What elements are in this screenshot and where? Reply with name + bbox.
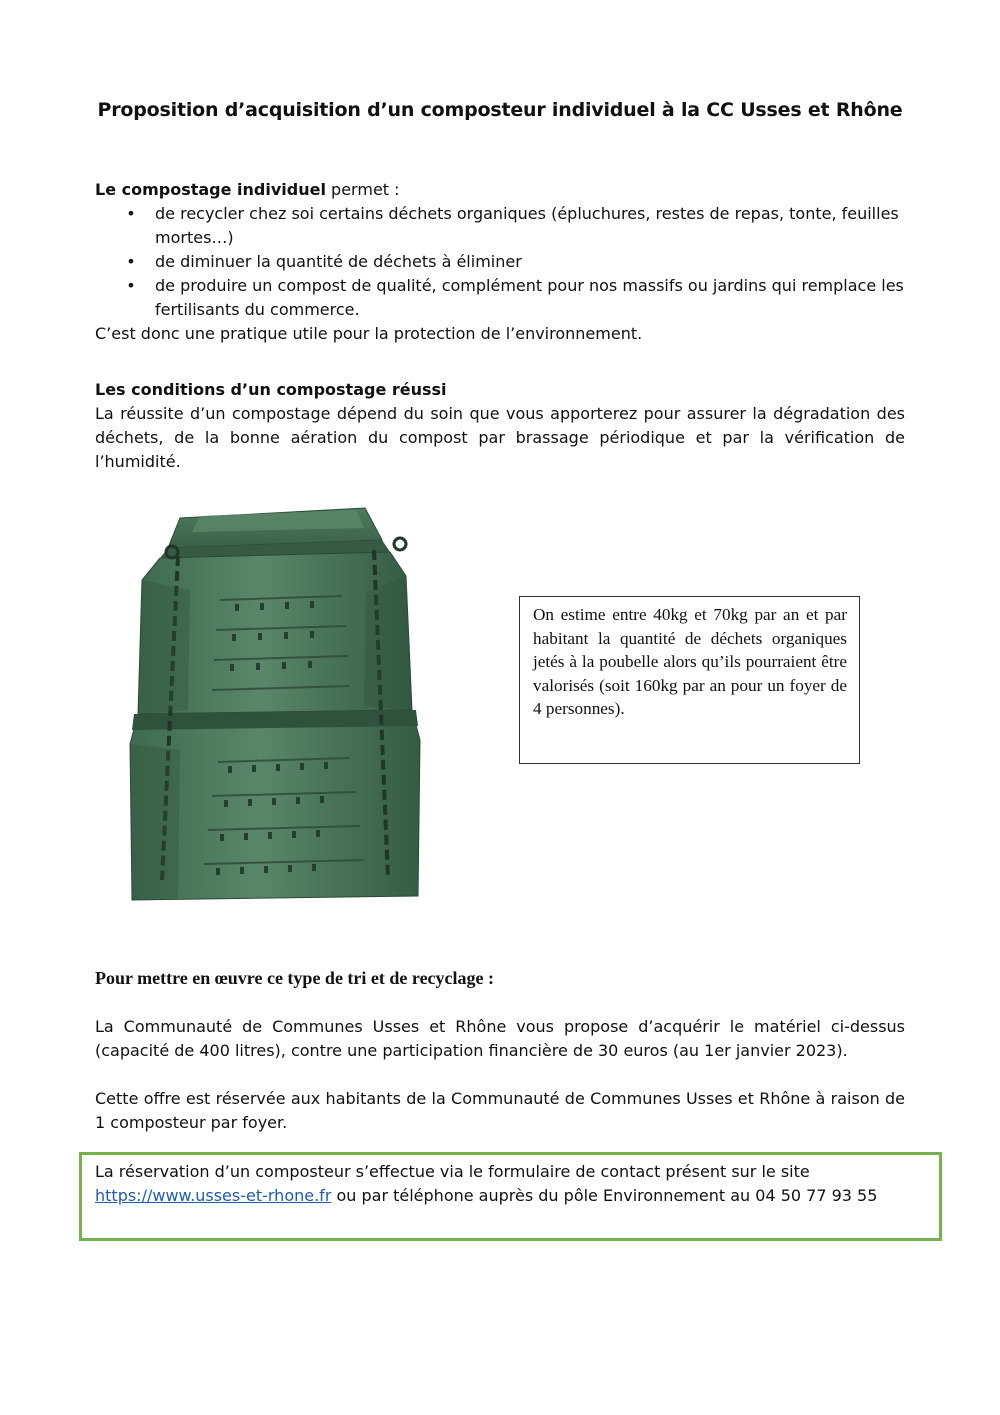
conditions-section [95, 378, 905, 474]
reservation-text [95, 1160, 905, 1208]
intro-section [95, 178, 905, 346]
benefits-list [95, 202, 905, 322]
statistic-callout: On estime entre 40kg et 70kg par an et par habitant la quantité de déchets organiques jetés à la poubelle alors qu’ils pourraient être valorisés (soit 160kg par an pour un foyer de 4 personnes). [519, 596, 860, 764]
intro-conclusion: C’est donc une pratique utile pour la protection de l’environnement. [95, 324, 643, 343]
list-item [95, 250, 905, 274]
intro-lead-bold: Le compostage individuel [95, 180, 326, 199]
list-item-text: de recycler chez soi certains déchets organiques (épluchures, restes de repas, tonte, feuilles mortes…) [155, 204, 899, 247]
website-link[interactable]: https://www.usses-et-rhone.fr [95, 1186, 332, 1205]
list-item-text: de produire un compost de qualité, complément pour nos massifs ou jardins qui remplace les fertilisants du commerce. [155, 276, 904, 319]
intro-lead-rest: permet : [325, 180, 400, 199]
intro-lead [95, 178, 905, 202]
page-title: Proposition d’acquisition d’un composteur individuel à la CC Usses et Rhône [97, 99, 903, 121]
implementation-heading: Pour mettre en œuvre ce type de tri et de recyclage : [95, 968, 495, 988]
bullet-icon: • [126, 252, 136, 271]
conditions-text: La réussite d’un compostage dépend du soin que vous apporterez pour assurer la dégradation des déchets, de la bonne aération du compost par brassage périodique et par la vérification de l’humidité. [95, 404, 905, 471]
implementation-paragraph-1: La Communauté de Communes Usses et Rhône vous propose d’acquérir le matériel ci-dessus (capacité de 400 litres), contre une participation financière de 30 euros (au 1er janvier 2023). [95, 1017, 905, 1060]
implementation-paragraph-2: Cette offre est réservée aux habitants de la Communauté de Communes Usses et Rhône à raison de 1 composteur par foyer. [95, 1089, 905, 1132]
list-item [95, 202, 905, 250]
list-item [95, 274, 905, 322]
bullet-icon: • [126, 204, 136, 223]
composter-image [120, 500, 430, 922]
reservation-text-before: La réservation d’un composteur s’effectue via le formulaire de contact présent sur le site [95, 1162, 810, 1181]
conditions-heading: Les conditions d’un compostage réussi [95, 380, 447, 399]
bullet-icon: • [126, 276, 136, 295]
list-item-text: de diminuer la quantité de déchets à éliminer [155, 252, 522, 271]
reservation-text-after: ou par téléphone auprès du pôle Environnement au 04 50 77 93 55 [331, 1186, 878, 1205]
